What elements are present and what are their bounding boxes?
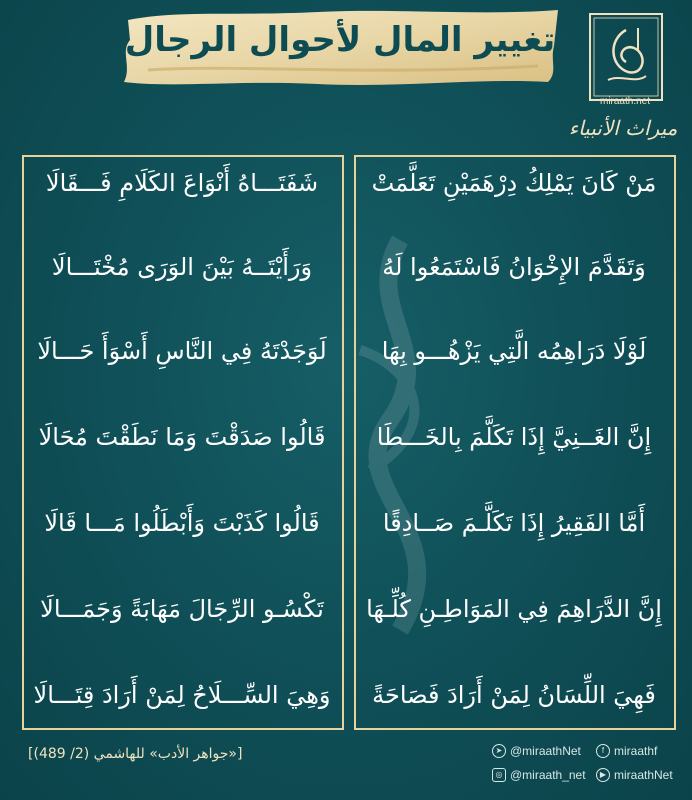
source-citation: [«جواهر الأدب» للهاشمي (2/ 489)]: [28, 746, 243, 762]
verse-left-4: قَالُوا صَدَقْتَ وَمَا نَطَقْتَ مُحَالَا: [38, 423, 326, 451]
verse-left-1: شَفَتَـــاهُ أَنْوَاعَ الكَلَامِ فَـــقَالَا: [45, 169, 319, 197]
instagram-handle[interactable]: [492, 768, 586, 782]
verse-left-3: لَوَجَدْتَهُ فِي النَّاسِ أَسْوَأَ حَـــالَا: [37, 337, 327, 365]
verse-right-6: إِنَّ الدَّرَاهِمَ فِي المَوَاطِـنِ كُلِّـهَا: [366, 595, 662, 623]
telegram-label: @miraathNet: [510, 744, 581, 758]
youtube-label: miraathNet: [614, 768, 673, 782]
facebook-label: miraathf: [614, 744, 658, 758]
logo-name: ميراث الأنبياء: [568, 116, 678, 140]
verse-left-2: وَرَأَيْتَــهُ بَيْنَ الوَرَى مُخْتَـــالَا: [51, 253, 313, 281]
verse-right-2: وَتَقَدَّمَ الإِخْوَانُ فَاسْتَمَعُوا لَهُ: [382, 253, 646, 281]
verse-right-4: إِنَّ الغَــنِيَّ إِذَا تَكَلَّمَ بِالخَـــطَا: [376, 423, 652, 451]
facebook-icon: f: [596, 744, 610, 758]
verse-right-1: مَنْ كَانَ يَمْلِكُ دِرْهَمَيْنِ تَعَلَّمَتْ: [371, 169, 657, 197]
facebook-handle[interactable]: [596, 744, 657, 758]
verse-left-6: تَكْسُـو الرِّجَالَ مَهَابَةً وَجَمَـــالَا: [40, 595, 324, 623]
verse-left-5: قَالُوا كَذَبْتَ وَأَبْطَلُوا مَـــا قَالَا: [44, 509, 320, 537]
instagram-label: @miraath_net: [510, 768, 586, 782]
youtube-handle[interactable]: [596, 768, 673, 782]
page-title: تغيير المال لأحوال الرجال: [124, 20, 556, 60]
verse-left-7: وَهِيَ السِّـــلَاحُ لِمَنْ أَرَادَ قِتَـــالَا: [33, 681, 331, 709]
telegram-handle[interactable]: [492, 744, 581, 758]
verse-right-3: لَوْلَا دَرَاهِمُه الَّتِي يَزْهُـــو بِهَا: [381, 337, 647, 365]
youtube-icon: ▶: [596, 768, 610, 782]
instagram-icon: ◎: [492, 768, 506, 782]
logo-url: miraath.net: [599, 96, 651, 107]
verse-right-5: أَمَّا الفَقِيرُ إِذَا تَكَلَّـمَ صَــادِقًا: [382, 509, 646, 537]
verse-right-7: فَهِيَ اللِّسَانُ لِمَنْ أَرَادَ فَصَاحَةً: [372, 681, 656, 709]
telegram-icon: ➤: [492, 744, 506, 758]
